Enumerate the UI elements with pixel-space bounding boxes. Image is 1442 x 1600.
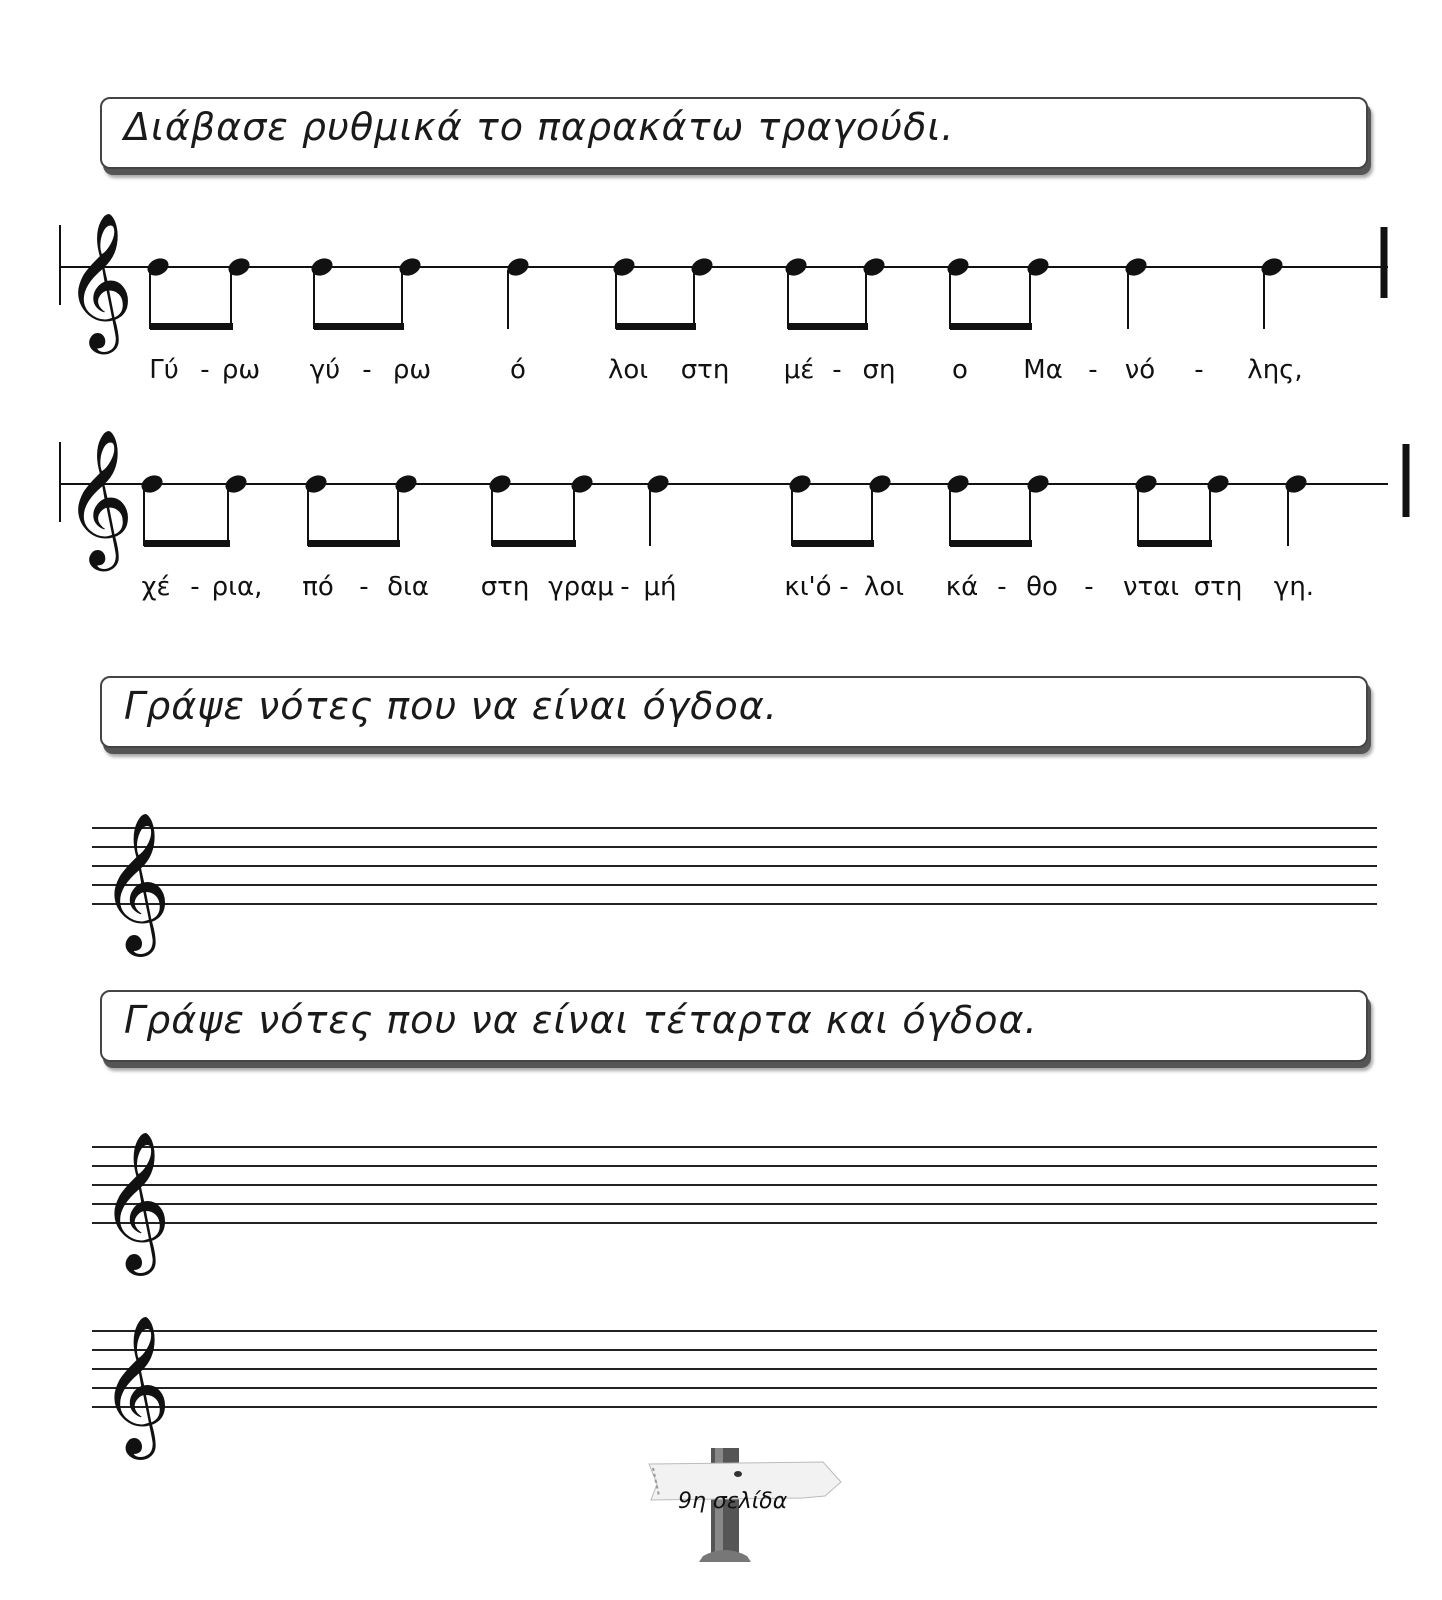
lyric-syllable: νται [1122, 572, 1180, 602]
lyric-syllable: Γύ [149, 355, 179, 385]
instruction-text-3: Γράψε νότες που να είναι τέταρτα και όγδοα. [124, 998, 1038, 1042]
lyric-syllable: - [200, 355, 210, 385]
lyric-syllable: δια [387, 572, 429, 602]
lyric-syllable: γραμ [548, 572, 614, 602]
treble-clef-icon [100, 1131, 171, 1276]
lyric-syllable: πό [302, 572, 334, 602]
blank-staff-3[interactable] [0, 1300, 1442, 1454]
lyric-syllable: - [620, 572, 630, 602]
lyric-syllable: - [190, 572, 200, 602]
lyric-syllable: λης, [1247, 355, 1303, 385]
treble-clef-icon [100, 1315, 171, 1460]
quarter-note [1283, 472, 1310, 546]
lyric-syllable: ρω [221, 355, 261, 385]
lyric-syllable: ρω [392, 355, 432, 385]
instruction-banner-1 [100, 97, 1368, 169]
page-label: 9η σελίδα [678, 1489, 788, 1514]
lyric-syllable: στη [680, 355, 730, 385]
quarter-note [1259, 255, 1286, 329]
svg-text:𝄞: 𝄞 [100, 812, 171, 951]
lyric-syllable: κι'ό [784, 572, 832, 602]
lyric-syllable: λοι [607, 355, 649, 385]
lyric-syllable: - [1088, 355, 1098, 385]
page-number-badge [643, 1444, 848, 1564]
instruction-text-2: Γράψε νότες που να είναι όγδοα. [124, 684, 778, 728]
lyric-syllable: στη [1193, 572, 1243, 602]
lyric-syllable: ο [952, 355, 968, 385]
lyric-syllable: ό [510, 355, 526, 385]
instruction-banner-3 [100, 990, 1368, 1062]
lyrics-line-1 [0, 355, 1442, 395]
lyric-syllable: νό [1124, 355, 1156, 385]
instruction-text-1: Διάβασε ρυθμικά το παρακάτω τραγούδι. [124, 105, 955, 149]
lyric-syllable: Μα [1023, 355, 1063, 385]
lyric-syllable: μή [643, 572, 677, 602]
quarter-note [505, 255, 532, 329]
lyric-syllable: στη [480, 572, 530, 602]
lyric-syllable: ρια, [211, 572, 263, 602]
quarter-note [1123, 255, 1150, 329]
lyric-syllable: γύ [309, 355, 341, 385]
quarter-note [645, 472, 672, 546]
lyric-syllable: μέ [783, 355, 815, 385]
lyric-syllable: - [359, 572, 369, 602]
blank-staff-2[interactable] [0, 1116, 1442, 1270]
lyric-syllable: λοι [863, 572, 905, 602]
lyric-syllable: γη. [1273, 572, 1315, 602]
lyric-syllable: - [362, 355, 372, 385]
lyric-syllable: - [997, 572, 1007, 602]
lyric-syllable: - [1084, 572, 1094, 602]
lyric-syllable: θο [1026, 572, 1058, 602]
blank-staff-1[interactable] [0, 800, 1442, 950]
treble-clef-icon [64, 210, 134, 354]
svg-text:𝄞: 𝄞 [100, 1315, 171, 1454]
lyric-syllable: χέ [141, 572, 171, 602]
lyric-syllable: - [832, 355, 842, 385]
svg-text:𝄞: 𝄞 [64, 210, 134, 348]
lyric-syllable: ση [862, 355, 896, 385]
lyric-syllable: - [839, 572, 849, 602]
rhythm-staff-1 [0, 195, 1442, 348]
lyric-syllable: - [1194, 355, 1204, 385]
lyric-syllable: κά [945, 572, 979, 602]
instruction-banner-2 [100, 676, 1368, 748]
treble-clef-icon [64, 427, 134, 571]
treble-clef-icon [100, 812, 171, 957]
lyrics-line-2 [0, 572, 1442, 612]
rhythm-staff-2 [0, 412, 1442, 565]
svg-text:𝄞: 𝄞 [64, 427, 134, 565]
svg-text:𝄞: 𝄞 [100, 1131, 171, 1270]
